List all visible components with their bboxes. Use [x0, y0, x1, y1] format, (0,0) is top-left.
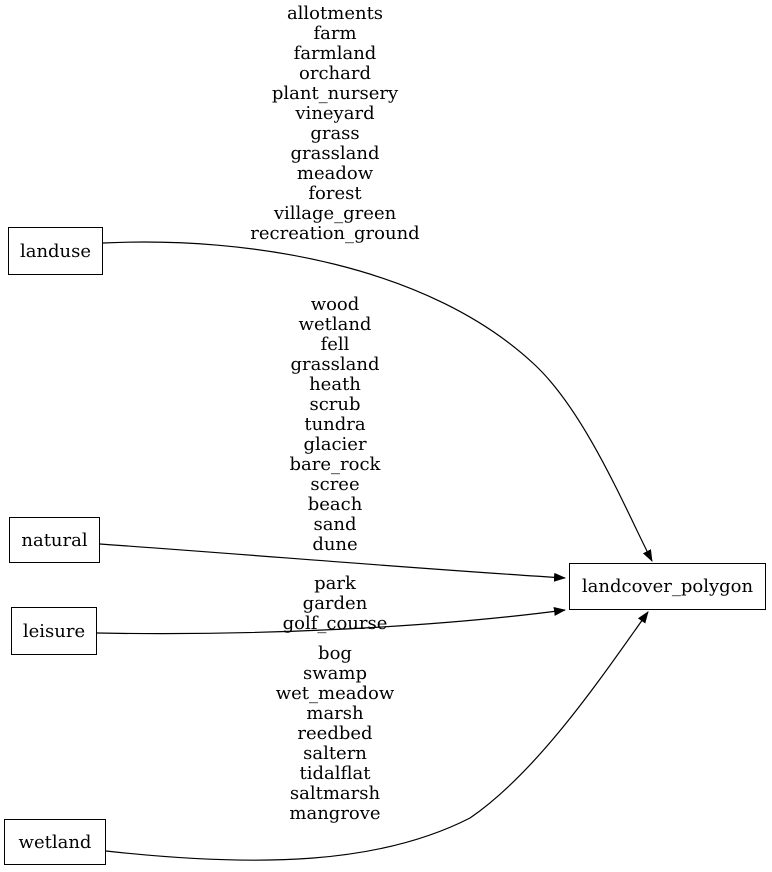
- edge-value-line: grassland: [290, 143, 380, 164]
- edge-label-wetland-values: [185, 644, 485, 824]
- edge-value-line: farm: [313, 23, 357, 44]
- edge-value-line: vineyard: [295, 103, 375, 124]
- edge-value-line: saltern: [303, 743, 367, 764]
- edge-value-line: beach: [307, 494, 363, 515]
- edge-value-line: wetland: [298, 314, 372, 335]
- edge-value-line: mangrove: [289, 803, 381, 824]
- node-natural-label: natural: [21, 529, 88, 551]
- edge-value-line: bog: [318, 643, 352, 664]
- edge-value-line: plant_nursery: [271, 83, 399, 104]
- edge-value-line: forest: [308, 183, 362, 204]
- node-natural: [9, 517, 100, 563]
- node-landcover-polygon-label: landcover_polygon: [581, 576, 754, 597]
- edge-value-line: farmland: [293, 43, 377, 64]
- edge-value-line: bare_rock: [289, 454, 381, 475]
- node-landuse-label: landuse: [19, 240, 92, 262]
- edge-value-line: scree: [310, 474, 360, 495]
- node-landcover-polygon: [569, 563, 766, 610]
- node-leisure-label: leisure: [22, 620, 86, 642]
- edge-value-line: heath: [309, 374, 361, 395]
- edge-value-line: dune: [312, 534, 358, 555]
- edge-label-leisure-values: [185, 574, 485, 634]
- edge-value-line: recreation_ground: [250, 223, 420, 244]
- edge-value-line: orchard: [299, 63, 371, 84]
- edge-value-line: park: [314, 573, 356, 594]
- edge-label-natural-values: [185, 295, 485, 555]
- edge-value-line: grassland: [290, 354, 380, 375]
- node-leisure: [11, 607, 97, 655]
- edge-value-line: glacier: [303, 434, 367, 455]
- edge-value-line: marsh: [306, 703, 364, 724]
- edge-value-line: garden: [302, 593, 368, 614]
- edge-value-line: wet_meadow: [275, 683, 395, 704]
- edge-value-line: fell: [320, 334, 350, 355]
- edge-value-line: grass: [310, 123, 360, 144]
- edge-value-line: golf_course: [282, 613, 388, 634]
- edge-value-line: sand: [313, 514, 357, 535]
- edge-value-line: reedbed: [297, 723, 373, 744]
- edge-value-line: scrub: [309, 394, 361, 415]
- edge-value-line: tidalflat: [299, 763, 371, 784]
- edge-value-line: swamp: [303, 663, 367, 684]
- node-wetland-label: wetland: [18, 831, 92, 853]
- edge-value-line: wood: [310, 294, 360, 315]
- edge-label-landuse-values: [185, 4, 485, 244]
- edge-value-line: village_green: [273, 203, 397, 224]
- edge-value-line: meadow: [296, 163, 374, 184]
- edge-value-line: allotments: [286, 3, 384, 24]
- edge-value-line: tundra: [304, 414, 366, 435]
- node-wetland: [4, 819, 106, 865]
- edge-value-line: saltmarsh: [289, 783, 381, 804]
- node-landuse: [8, 227, 103, 275]
